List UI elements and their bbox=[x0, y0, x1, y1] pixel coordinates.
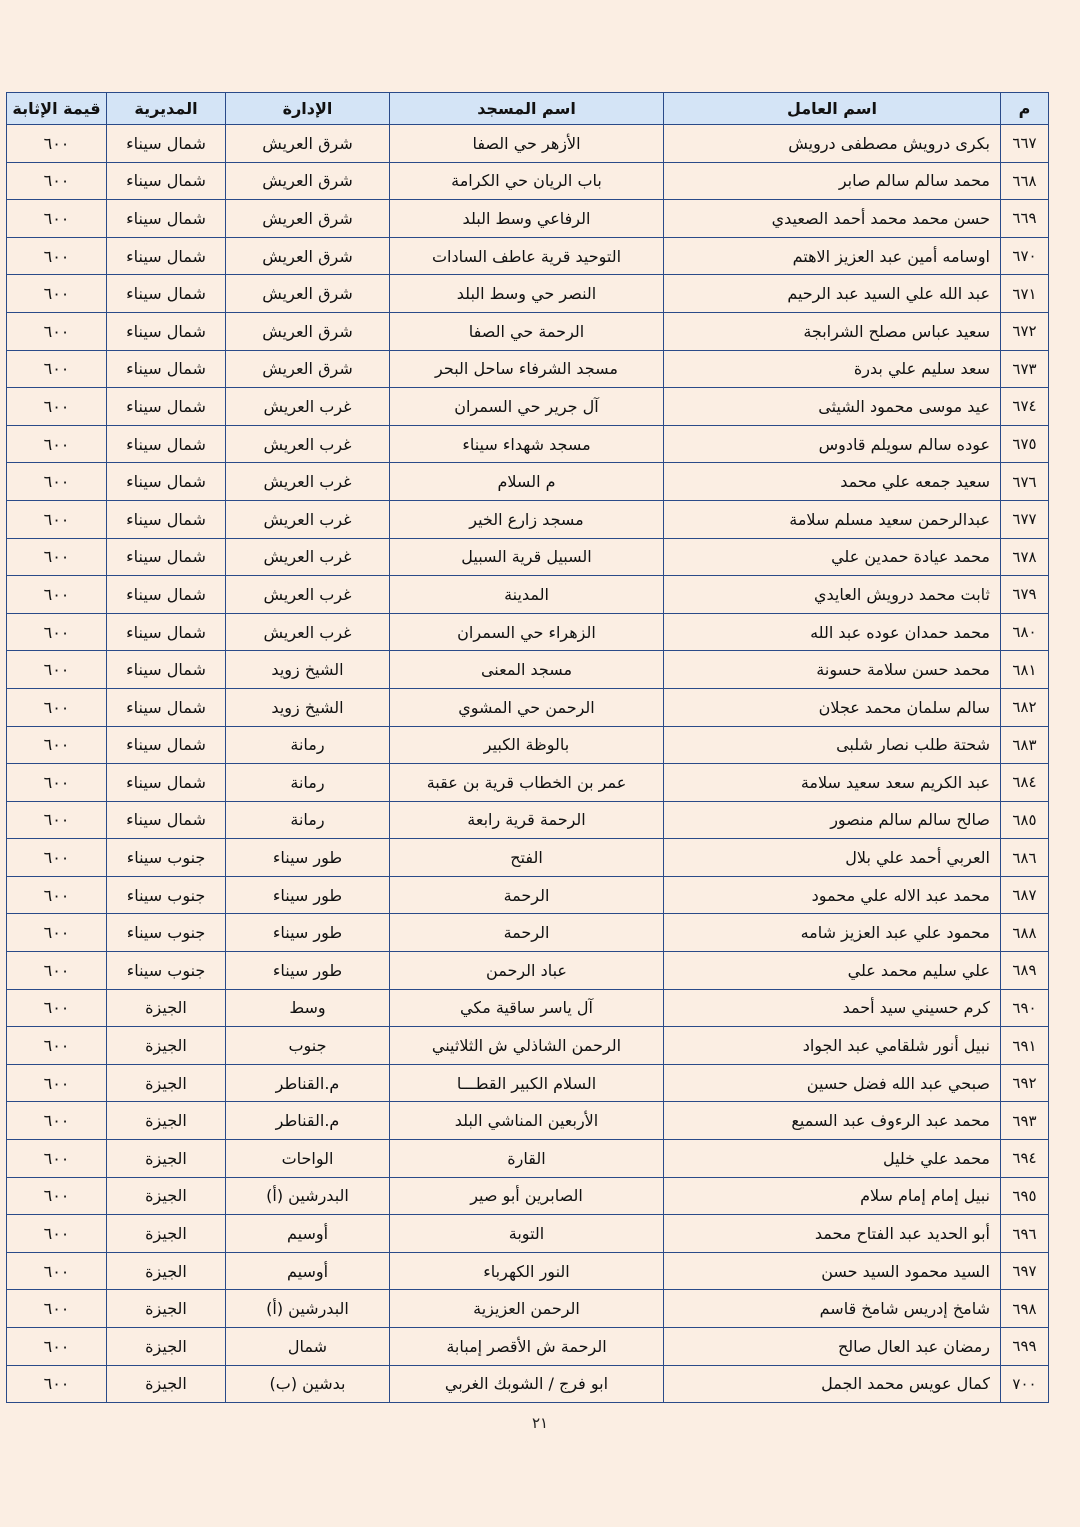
row-number-cell: ٦٨٣ bbox=[1001, 726, 1049, 764]
worker-name-cell: محمد حسن سلامة حسونة bbox=[664, 651, 1001, 689]
mosque-name-cell: المدينة bbox=[390, 576, 664, 614]
directorate-cell: شمال سيناء bbox=[107, 801, 226, 839]
administration-cell: الشيخ زويد bbox=[226, 651, 390, 689]
mosque-name-cell: مسجد زارع الخير bbox=[390, 500, 664, 538]
row-number-cell: ٦٦٩ bbox=[1001, 200, 1049, 238]
row-number-cell: ٦٩٦ bbox=[1001, 1215, 1049, 1253]
worker-name-cell: ثابت محمد درويش العايدي bbox=[664, 576, 1001, 614]
mosque-name-cell: السلام الكبير القطـــا bbox=[390, 1064, 664, 1102]
row-number-cell: ٦٩٥ bbox=[1001, 1177, 1049, 1215]
reward-value-cell: ٦٠٠ bbox=[7, 1102, 107, 1140]
worker-name-cell: عبد الكريم سعد سعيد سلامة bbox=[664, 764, 1001, 802]
reward-value-cell: ٦٠٠ bbox=[7, 388, 107, 426]
administration-cell: م.القناطر bbox=[226, 1102, 390, 1140]
table-row bbox=[7, 1215, 1049, 1253]
worker-name-cell: محمد عيادة حمدين علي bbox=[664, 538, 1001, 576]
directorate-cell: شمال سيناء bbox=[107, 425, 226, 463]
row-number-cell: ٦٩٣ bbox=[1001, 1102, 1049, 1140]
table-row bbox=[7, 839, 1049, 877]
administration-cell: أوسيم bbox=[226, 1215, 390, 1253]
administration-cell: شرق العريش bbox=[226, 350, 390, 388]
row-number-cell: ٦٨٥ bbox=[1001, 801, 1049, 839]
directorate-cell: الجيزة bbox=[107, 1365, 226, 1403]
worker-name-cell: صالح سالم سالم منصور bbox=[664, 801, 1001, 839]
reward-value-cell: ٦٠٠ bbox=[7, 651, 107, 689]
administration-cell: شرق العريش bbox=[226, 200, 390, 238]
directorate-cell: الجيزة bbox=[107, 1252, 226, 1290]
table-row bbox=[7, 1290, 1049, 1328]
row-number-cell: ٦٨٠ bbox=[1001, 613, 1049, 651]
row-number-cell: ٦٨٢ bbox=[1001, 688, 1049, 726]
administration-cell: بدشين (ب) bbox=[226, 1365, 390, 1403]
table-row bbox=[7, 952, 1049, 990]
table-row bbox=[7, 162, 1049, 200]
reward-value-cell: ٦٠٠ bbox=[7, 839, 107, 877]
table-row bbox=[7, 1328, 1049, 1366]
worker-name-cell: بكرى درويش مصطفى درويش bbox=[664, 125, 1001, 163]
worker-name-cell: محمد حمدان عوده عبد الله bbox=[664, 613, 1001, 651]
directorate-cell: الجيزة bbox=[107, 1102, 226, 1140]
worker-name-cell: نبيل أنور شلقامي عبد الجواد bbox=[664, 1027, 1001, 1065]
table-row bbox=[7, 538, 1049, 576]
mosque-name-cell: النصر حي وسط البلد bbox=[390, 275, 664, 313]
mosque-name-cell: الرفاعي وسط البلد bbox=[390, 200, 664, 238]
directorate-cell: الجيزة bbox=[107, 1290, 226, 1328]
mosque-name-cell: مسجد المعنى bbox=[390, 651, 664, 689]
administration-cell: شرق العريش bbox=[226, 162, 390, 200]
administration-cell: غرب العريش bbox=[226, 388, 390, 426]
directorate-cell: الجيزة bbox=[107, 1177, 226, 1215]
worker-name-cell: عوده سالم سويلم قادوس bbox=[664, 425, 1001, 463]
mosque-name-cell: السبيل قرية السبيل bbox=[390, 538, 664, 576]
administration-cell: طور سيناء bbox=[226, 876, 390, 914]
mosque-name-cell: الفتح bbox=[390, 839, 664, 877]
row-number-cell: ٧٠٠ bbox=[1001, 1365, 1049, 1403]
row-number-cell: ٦٧٠ bbox=[1001, 237, 1049, 275]
directorate-cell: شمال سيناء bbox=[107, 162, 226, 200]
row-number-cell: ٦٧٤ bbox=[1001, 388, 1049, 426]
row-number-cell: ٦٧٧ bbox=[1001, 500, 1049, 538]
worker-name-cell: سعد سليم علي بدرة bbox=[664, 350, 1001, 388]
row-number-cell: ٦٧٨ bbox=[1001, 538, 1049, 576]
worker-name-cell: علي سليم محمد علي bbox=[664, 952, 1001, 990]
header-worker-name: اسم العامل bbox=[664, 93, 1001, 125]
table-row bbox=[7, 914, 1049, 952]
row-number-cell: ٦٩١ bbox=[1001, 1027, 1049, 1065]
row-number-cell: ٦٧٩ bbox=[1001, 576, 1049, 614]
administration-cell: رمانة bbox=[226, 764, 390, 802]
table-header-row bbox=[7, 93, 1049, 125]
administration-cell: طور سيناء bbox=[226, 914, 390, 952]
worker-name-cell: محمد عبد الرءوف عبد السميع bbox=[664, 1102, 1001, 1140]
row-number-cell: ٦٩٩ bbox=[1001, 1328, 1049, 1366]
mosque-name-cell: الرحمن حي المشوي bbox=[390, 688, 664, 726]
directorate-cell: شمال سيناء bbox=[107, 651, 226, 689]
directorate-cell: شمال سيناء bbox=[107, 726, 226, 764]
worker-name-cell: العربي أحمد علي بلال bbox=[664, 839, 1001, 877]
reward-value-cell: ٦٠٠ bbox=[7, 162, 107, 200]
worker-name-cell: اوسامه أمين عبد العزيز الاهتم bbox=[664, 237, 1001, 275]
worker-name-cell: عيد موسى محمود الشيثى bbox=[664, 388, 1001, 426]
directorate-cell: الجيزة bbox=[107, 989, 226, 1027]
mosque-name-cell: الرحمة ش الأقصر إمبابة bbox=[390, 1328, 664, 1366]
administration-cell: شرق العريش bbox=[226, 312, 390, 350]
table-row bbox=[7, 989, 1049, 1027]
administration-cell: رمانة bbox=[226, 801, 390, 839]
directorate-cell: شمال سيناء bbox=[107, 237, 226, 275]
row-number-cell: ٦٨٤ bbox=[1001, 764, 1049, 802]
table-row bbox=[7, 764, 1049, 802]
table-row bbox=[7, 275, 1049, 313]
row-number-cell: ٦٩٨ bbox=[1001, 1290, 1049, 1328]
reward-value-cell: ٦٠٠ bbox=[7, 425, 107, 463]
mosque-name-cell: الرحمة bbox=[390, 914, 664, 952]
directorate-cell: جنوب سيناء bbox=[107, 876, 226, 914]
directorate-cell: شمال سيناء bbox=[107, 350, 226, 388]
reward-value-cell: ٦٠٠ bbox=[7, 312, 107, 350]
row-number-cell: ٦٦٨ bbox=[1001, 162, 1049, 200]
worker-name-cell: محمد عبد الاله علي محمود bbox=[664, 876, 1001, 914]
directorate-cell: شمال سيناء bbox=[107, 538, 226, 576]
administration-cell: شرق العريش bbox=[226, 275, 390, 313]
mosque-name-cell: باب الريان حي الكرامة bbox=[390, 162, 664, 200]
administration-cell: م.القناطر bbox=[226, 1064, 390, 1102]
reward-value-cell: ٦٠٠ bbox=[7, 125, 107, 163]
reward-value-cell: ٦٠٠ bbox=[7, 350, 107, 388]
reward-value-cell: ٦٠٠ bbox=[7, 1215, 107, 1253]
reward-value-cell: ٦٠٠ bbox=[7, 463, 107, 501]
table-row bbox=[7, 1140, 1049, 1178]
worker-name-cell: صبحي عبد الله فضل حسين bbox=[664, 1064, 1001, 1102]
reward-value-cell: ٦٠٠ bbox=[7, 764, 107, 802]
worker-name-cell: شحتة طلب نصار شلبى bbox=[664, 726, 1001, 764]
mosque-name-cell: م السلام bbox=[390, 463, 664, 501]
table-row bbox=[7, 576, 1049, 614]
directorate-cell: الجيزة bbox=[107, 1140, 226, 1178]
worker-name-cell: السيد محمود السيد حسن bbox=[664, 1252, 1001, 1290]
mosque-name-cell: الرحمن الشاذلي ش الثلاثيني bbox=[390, 1027, 664, 1065]
administration-cell: أوسيم bbox=[226, 1252, 390, 1290]
reward-value-cell: ٦٠٠ bbox=[7, 914, 107, 952]
directorate-cell: شمال سيناء bbox=[107, 764, 226, 802]
worker-name-cell: حسن محمد محمد أحمد الصعيدي bbox=[664, 200, 1001, 238]
worker-name-cell: سعيد عباس مصلح الشرابجة bbox=[664, 312, 1001, 350]
rewards-table bbox=[6, 92, 1049, 1403]
administration-cell: البدرشين (أ) bbox=[226, 1290, 390, 1328]
table-row bbox=[7, 1365, 1049, 1403]
mosque-name-cell: الرحمن العزيزية bbox=[390, 1290, 664, 1328]
administration-cell: غرب العريش bbox=[226, 538, 390, 576]
mosque-name-cell: التوبة bbox=[390, 1215, 664, 1253]
directorate-cell: الجيزة bbox=[107, 1027, 226, 1065]
table-row bbox=[7, 801, 1049, 839]
reward-value-cell: ٦٠٠ bbox=[7, 613, 107, 651]
administration-cell: غرب العريش bbox=[226, 613, 390, 651]
mosque-name-cell: الصابرين أبو صير bbox=[390, 1177, 664, 1215]
administration-cell: الواحات bbox=[226, 1140, 390, 1178]
directorate-cell: الجيزة bbox=[107, 1328, 226, 1366]
header-administration: الإدارة bbox=[226, 93, 390, 125]
row-number-cell: ٦٧١ bbox=[1001, 275, 1049, 313]
administration-cell: طور سيناء bbox=[226, 952, 390, 990]
mosque-name-cell: القارة bbox=[390, 1140, 664, 1178]
header-directorate: المديرية bbox=[107, 93, 226, 125]
row-number-cell: ٦٧٥ bbox=[1001, 425, 1049, 463]
worker-name-cell: عبدالرحمن سعيد مسلم سلامة bbox=[664, 500, 1001, 538]
table-row bbox=[7, 1252, 1049, 1290]
table-row bbox=[7, 125, 1049, 163]
table-row bbox=[7, 200, 1049, 238]
row-number-cell: ٦٩٤ bbox=[1001, 1140, 1049, 1178]
row-number-cell: ٦٩٠ bbox=[1001, 989, 1049, 1027]
directorate-cell: شمال سيناء bbox=[107, 613, 226, 651]
administration-cell: طور سيناء bbox=[226, 839, 390, 877]
worker-name-cell: كمال عويس محمد الجمل bbox=[664, 1365, 1001, 1403]
table-row bbox=[7, 1064, 1049, 1102]
row-number-cell: ٦٦٧ bbox=[1001, 125, 1049, 163]
table-row bbox=[7, 425, 1049, 463]
reward-value-cell: ٦٠٠ bbox=[7, 200, 107, 238]
administration-cell: شمال bbox=[226, 1328, 390, 1366]
table-row bbox=[7, 651, 1049, 689]
row-number-cell: ٦٧٣ bbox=[1001, 350, 1049, 388]
administration-cell: البدرشين (أ) bbox=[226, 1177, 390, 1215]
row-number-cell: ٦٧٦ bbox=[1001, 463, 1049, 501]
worker-name-cell: محمد سالم سالم صابر bbox=[664, 162, 1001, 200]
mosque-name-cell: آل جرير حي السمران bbox=[390, 388, 664, 426]
reward-value-cell: ٦٠٠ bbox=[7, 688, 107, 726]
reward-value-cell: ٦٠٠ bbox=[7, 1252, 107, 1290]
row-number-cell: ٦٨١ bbox=[1001, 651, 1049, 689]
reward-value-cell: ٦٠٠ bbox=[7, 500, 107, 538]
directorate-cell: شمال سيناء bbox=[107, 125, 226, 163]
row-number-cell: ٦٨٦ bbox=[1001, 839, 1049, 877]
row-number-cell: ٦٨٧ bbox=[1001, 876, 1049, 914]
reward-value-cell: ٦٠٠ bbox=[7, 538, 107, 576]
header-reward-value: قيمة الإثابة bbox=[7, 93, 107, 125]
table-row bbox=[7, 876, 1049, 914]
reward-value-cell: ٦٠٠ bbox=[7, 1290, 107, 1328]
row-number-cell: ٦٩٢ bbox=[1001, 1064, 1049, 1102]
page-number: ٢١ bbox=[531, 1414, 549, 1432]
reward-value-cell: ٦٠٠ bbox=[7, 576, 107, 614]
reward-value-cell: ٦٠٠ bbox=[7, 801, 107, 839]
administration-cell: شرق العريش bbox=[226, 125, 390, 163]
directorate-cell: الجيزة bbox=[107, 1215, 226, 1253]
table-row bbox=[7, 237, 1049, 275]
reward-value-cell: ٦٠٠ bbox=[7, 1064, 107, 1102]
worker-name-cell: كرم حسيني سيد أحمد bbox=[664, 989, 1001, 1027]
mosque-name-cell: الرحمة حي الصفا bbox=[390, 312, 664, 350]
worker-name-cell: سالم سلمان محمد عجلان bbox=[664, 688, 1001, 726]
row-number-cell: ٦٧٢ bbox=[1001, 312, 1049, 350]
administration-cell: رمانة bbox=[226, 726, 390, 764]
reward-value-cell: ٦٠٠ bbox=[7, 876, 107, 914]
directorate-cell: شمال سيناء bbox=[107, 463, 226, 501]
directorate-cell: شمال سيناء bbox=[107, 500, 226, 538]
worker-name-cell: محمد علي خليل bbox=[664, 1140, 1001, 1178]
reward-value-cell: ٦٠٠ bbox=[7, 1177, 107, 1215]
mosque-name-cell: الزهراء حي السمران bbox=[390, 613, 664, 651]
row-number-cell: ٦٨٨ bbox=[1001, 914, 1049, 952]
administration-cell: وسط bbox=[226, 989, 390, 1027]
directorate-cell: شمال سيناء bbox=[107, 576, 226, 614]
worker-name-cell: أبو الحديد عبد الفتاح محمد bbox=[664, 1215, 1001, 1253]
directorate-cell: شمال سيناء bbox=[107, 275, 226, 313]
table-row bbox=[7, 312, 1049, 350]
table-row bbox=[7, 350, 1049, 388]
table-row bbox=[7, 688, 1049, 726]
mosque-name-cell: الرحمة bbox=[390, 876, 664, 914]
reward-value-cell: ٦٠٠ bbox=[7, 275, 107, 313]
mosque-name-cell: مسجد الشرفاء ساحل البحر bbox=[390, 350, 664, 388]
mosque-name-cell: عمر بن الخطاب قرية بن عقبة bbox=[390, 764, 664, 802]
worker-name-cell: عبد الله علي السيد عبد الرحيم bbox=[664, 275, 1001, 313]
mosque-name-cell: مسجد شهداء سيناء bbox=[390, 425, 664, 463]
mosque-name-cell: الأزهر حي الصفا bbox=[390, 125, 664, 163]
worker-name-cell: سعيد جمعه علي محمد bbox=[664, 463, 1001, 501]
table-row bbox=[7, 1027, 1049, 1065]
administration-cell: الشيخ زويد bbox=[226, 688, 390, 726]
table-row bbox=[7, 726, 1049, 764]
directorate-cell: شمال سيناء bbox=[107, 688, 226, 726]
mosque-name-cell: آل ياسر ساقية مكي bbox=[390, 989, 664, 1027]
mosque-name-cell: عباد الرحمن bbox=[390, 952, 664, 990]
mosque-name-cell: الأربعين المناشي البلد bbox=[390, 1102, 664, 1140]
administration-cell: جنوب bbox=[226, 1027, 390, 1065]
table-row bbox=[7, 500, 1049, 538]
administration-cell: غرب العريش bbox=[226, 463, 390, 501]
header-num: م bbox=[1001, 93, 1049, 125]
directorate-cell: شمال سيناء bbox=[107, 312, 226, 350]
administration-cell: غرب العريش bbox=[226, 425, 390, 463]
mosque-name-cell: التوحيد قرية عاطف السادات bbox=[390, 237, 664, 275]
directorate-cell: جنوب سيناء bbox=[107, 952, 226, 990]
reward-value-cell: ٦٠٠ bbox=[7, 1328, 107, 1366]
reward-value-cell: ٦٠٠ bbox=[7, 952, 107, 990]
reward-value-cell: ٦٠٠ bbox=[7, 989, 107, 1027]
row-number-cell: ٦٩٧ bbox=[1001, 1252, 1049, 1290]
reward-value-cell: ٦٠٠ bbox=[7, 1365, 107, 1403]
mosque-name-cell: بالوظة الكبير bbox=[390, 726, 664, 764]
directorate-cell: جنوب سيناء bbox=[107, 914, 226, 952]
table-row bbox=[7, 388, 1049, 426]
directorate-cell: شمال سيناء bbox=[107, 200, 226, 238]
reward-value-cell: ٦٠٠ bbox=[7, 726, 107, 764]
table-row bbox=[7, 1177, 1049, 1215]
reward-value-cell: ٦٠٠ bbox=[7, 237, 107, 275]
table-row bbox=[7, 1102, 1049, 1140]
worker-name-cell: رمضان عبد العال صالح bbox=[664, 1328, 1001, 1366]
worker-name-cell: نبيل إمام إمام سلام bbox=[664, 1177, 1001, 1215]
reward-value-cell: ٦٠٠ bbox=[7, 1140, 107, 1178]
mosque-name-cell: ابو فرج / الشوبك الغربي bbox=[390, 1365, 664, 1403]
worker-name-cell: محمود علي عبد العزيز شامه bbox=[664, 914, 1001, 952]
table-row bbox=[7, 463, 1049, 501]
mosque-name-cell: النور الكهرباء bbox=[390, 1252, 664, 1290]
directorate-cell: جنوب سيناء bbox=[107, 839, 226, 877]
administration-cell: غرب العريش bbox=[226, 500, 390, 538]
administration-cell: غرب العريش bbox=[226, 576, 390, 614]
directorate-cell: شمال سيناء bbox=[107, 388, 226, 426]
administration-cell: شرق العريش bbox=[226, 237, 390, 275]
mosque-name-cell: الرحمة قرية رابعة bbox=[390, 801, 664, 839]
row-number-cell: ٦٨٩ bbox=[1001, 952, 1049, 990]
worker-name-cell: شامخ إدريس شامخ قاسم bbox=[664, 1290, 1001, 1328]
header-mosque-name: اسم المسجد bbox=[390, 93, 664, 125]
directorate-cell: الجيزة bbox=[107, 1064, 226, 1102]
rewards-table-container bbox=[6, 92, 1048, 1403]
reward-value-cell: ٦٠٠ bbox=[7, 1027, 107, 1065]
table-row bbox=[7, 613, 1049, 651]
